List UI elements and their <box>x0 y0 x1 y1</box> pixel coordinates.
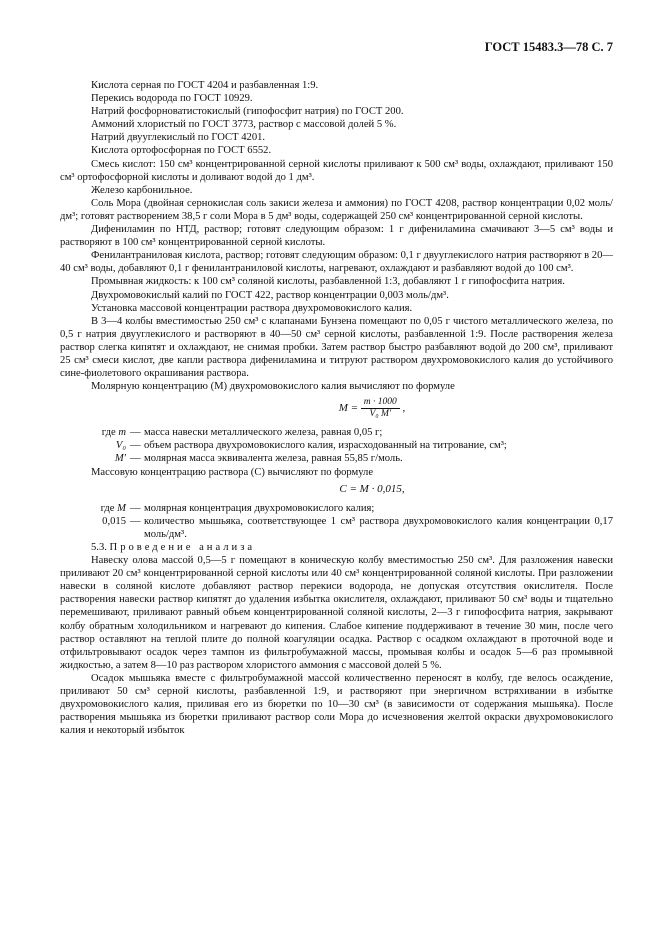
acid-mixture: Смесь кислот: 150 см³ концентрированной серной кислоты приливают к 500 см³ воды, охлаждают, приливают 150 см³ ортофосфорной кислоты и доливают водой до 1 дм³. <box>60 158 613 183</box>
analysis-procedure: Навеску олова массой 0,5—5 г помещают в коническую колбу вместимостью 250 см³. Для разложения навески приливают 20 см³ концентрированной серной кислоты или 40 см³ концентрированной соляной кислоты. При разложении навески в соляной кислоте добавляют раствор перекиси водорода, не допуская отсутствия окислителя. После растворения навески раствор кипятят до удаления избытка окислителя, охлаждают, приливают 50 см³ воды и тщательно перемешивают, приливают равный объем концентрированной соляной кислоты, 2—3 г гипофосфита натрия, закрывают колбу обратным холодильником и нагревают до кипения. Слабое кипение поддерживают в течение 30 мин, после чего раствор оставляют на теплой плите до полной коагуляции осадка. Раствор с осадком охлаждают в проточной воде и отфильтровывают осадок через тампон из фильтробумажной массы, промывая колбы и осадок 5—6 раз промывной жидкостью, а затем 8—10 раз раствором хлористого аммония с массовой долей 5 %. <box>60 555 613 671</box>
definitions-2 <box>60 502 613 541</box>
formula-mass-concentration <box>131 483 613 496</box>
definition-text: объем раствора двухромовокислого калия, израсходованный на титрование, см³; <box>144 440 507 452</box>
definition-row: где M — молярная концентрация двухромовокислого калия; <box>60 502 613 515</box>
formula-molar-concentration <box>131 397 613 420</box>
definitions-1 <box>60 426 613 465</box>
definition-text: количество мышьяка, соответствующее 1 см³ раствора двухромовокислого калия концентрации 0,17 моль/дм³. <box>144 515 613 540</box>
definition-row: M′ — молярная масса эквивалента железа, равная 55,85 г/моль. <box>60 452 613 465</box>
definition-text: молярная концентрация двухромовокислого калия; <box>144 502 375 514</box>
reagent-sodium-bicarbonate: Натрий двууглекислый по ГОСТ 4201. <box>91 132 266 144</box>
reagent-hydrogen-peroxide: Перекись водорода по ГОСТ 10929. <box>91 93 253 105</box>
formula2-text: C = M · 0,015, <box>339 482 405 495</box>
section-title: Проведение анализа <box>109 542 256 553</box>
titration-procedure: В 3—4 колбы вместимостью 250 см³ с клапанами Бунзена помещают по 0,05 г чистого металлического железа, по 0,5 г натрия двууглекислого и растворяют в 40—50 см³ серной кислоты, разбавленной 1:9. После растворения железа раствор слегка кипятят и охлаждают, не снимая пробки. Затем раствор быстро разбавляют водой до 200 см³, приливают 25 см³ смеси кислот, две капли раствора дифениламина и титруют раствором двухромовокислого калия до устойчивого сине-фиолетового окрашивания раствора. <box>60 315 613 380</box>
section-number: 5.3. <box>91 542 107 553</box>
concentration-setting: Установка массовой концентрации раствора двухромовокислого калия. <box>91 302 413 314</box>
definition-symbol: M′ <box>114 453 126 465</box>
definition-row: 0,015 — количество мышьяка, соответствующее 1 см³ раствора двухромовокислого калия концентрации 0,17 моль/дм³. <box>60 515 613 541</box>
formula1-tail: , <box>402 402 406 415</box>
formula1-denominator: V₀ M′ <box>369 409 392 420</box>
definition-row: V₀ — объем раствора двухромовокислого калия, израсходованный на титрование, см³; <box>60 439 613 452</box>
arsenic-precipitate: Осадок мышьяка вместе с фильтробумажной массой количественно переносят в колбу, где велось осаждение, приливают 50 см³ серной кислоты, разбавленной 1:9, и растворяют при энергичном встряхивании в избытке двухромовокислого калия, приливая его из бюретки по 10—30 см³ (в зависимости от содержания мышьяка). После растворения мышьяка из бюретки приливают раствор соли Мора до исчезновения желтой окраски двухромовокислого калия и некоторый избыток <box>60 672 613 737</box>
definition-symbol: где m <box>101 427 126 439</box>
mohr-salt: Соль Мора (двойная сернокислая соль закиси железа и аммония) по ГОСТ 4208, раствор концентрации 0,02 моль/дм³; готовят растворением 38,5 г соли Мора в 5 дм³ воды, содержащей 250 см³ концентрированной серной кислоты. <box>60 197 613 222</box>
formula1-numerator: m · 1000 <box>361 397 400 409</box>
definition-symbol: где M <box>100 502 126 514</box>
definition-symbol: V₀ <box>115 440 126 452</box>
definition-symbol: 0,015 <box>102 515 126 527</box>
reagent-ammonium-chloride: Аммоний хлористый по ГОСТ 3773, раствор с массовой долей 5 %. <box>91 119 397 131</box>
diphenylamine: Дифениламин по НТД, раствор; готовят следующим образом: 1 г дифениламина смачивают 3—5 см³ воды и растворяют в 100 см³ концентрированной серной кислоты. <box>60 224 613 249</box>
page-header: ГОСТ 15483.3—78 С. 7 <box>484 40 613 54</box>
reagent-carbonyl-iron: Железо карбонильное. <box>91 184 193 196</box>
reagent-sulfuric-acid: Кислота серная по ГОСТ 4204 и разбавленная 1:9. <box>91 80 319 91</box>
formula1-fraction <box>361 397 400 420</box>
reagent-orthophosphoric-acid: Кислота ортофосфорная по ГОСТ 6552. <box>91 145 272 157</box>
reagent-sodium-hypophosphite: Натрий фосфорноватистокислый (гипофосфит натрия) по ГОСТ 200. <box>91 106 404 118</box>
mass-concentration-intro: Массовую концентрацию раствора (C) вычисляют по формуле <box>91 466 374 478</box>
wash-liquid: Промывная жидкость: к 100 см³ соляной кислоты, разбавленной 1:3, добавляют 1 г гипофосфита натрия. <box>91 276 565 288</box>
formula1-lhs: M = <box>338 402 359 415</box>
potassium-dichromate: Двухромовокислый калий по ГОСТ 422, раствор концентрации 0,003 моль/дм³. <box>91 289 449 301</box>
molar-concentration-intro: Молярную концентрацию (M) двухромовокислого калия вычисляют по формуле <box>91 381 455 393</box>
definition-text: молярная масса эквивалента железа, равная 55,85 г/моль. <box>144 453 403 465</box>
definition-row: где m — масса навески металлического железа, равная 0,05 г; <box>60 426 613 439</box>
definition-text: масса навески металлического железа, равная 0,05 г; <box>144 427 383 439</box>
phenylanthranilic-acid: Фенилантраниловая кислота, раствор; готовят следующим образом: 0,1 г двууглекислого натрия растворяют в 20—40 см³ воды, добавляют 0,1 г фенилантраниловой кислоты, нагревают, охлаждают и разбавляют водой до 100 см³. <box>60 250 613 275</box>
page-content <box>60 79 613 737</box>
section-heading <box>91 541 613 554</box>
